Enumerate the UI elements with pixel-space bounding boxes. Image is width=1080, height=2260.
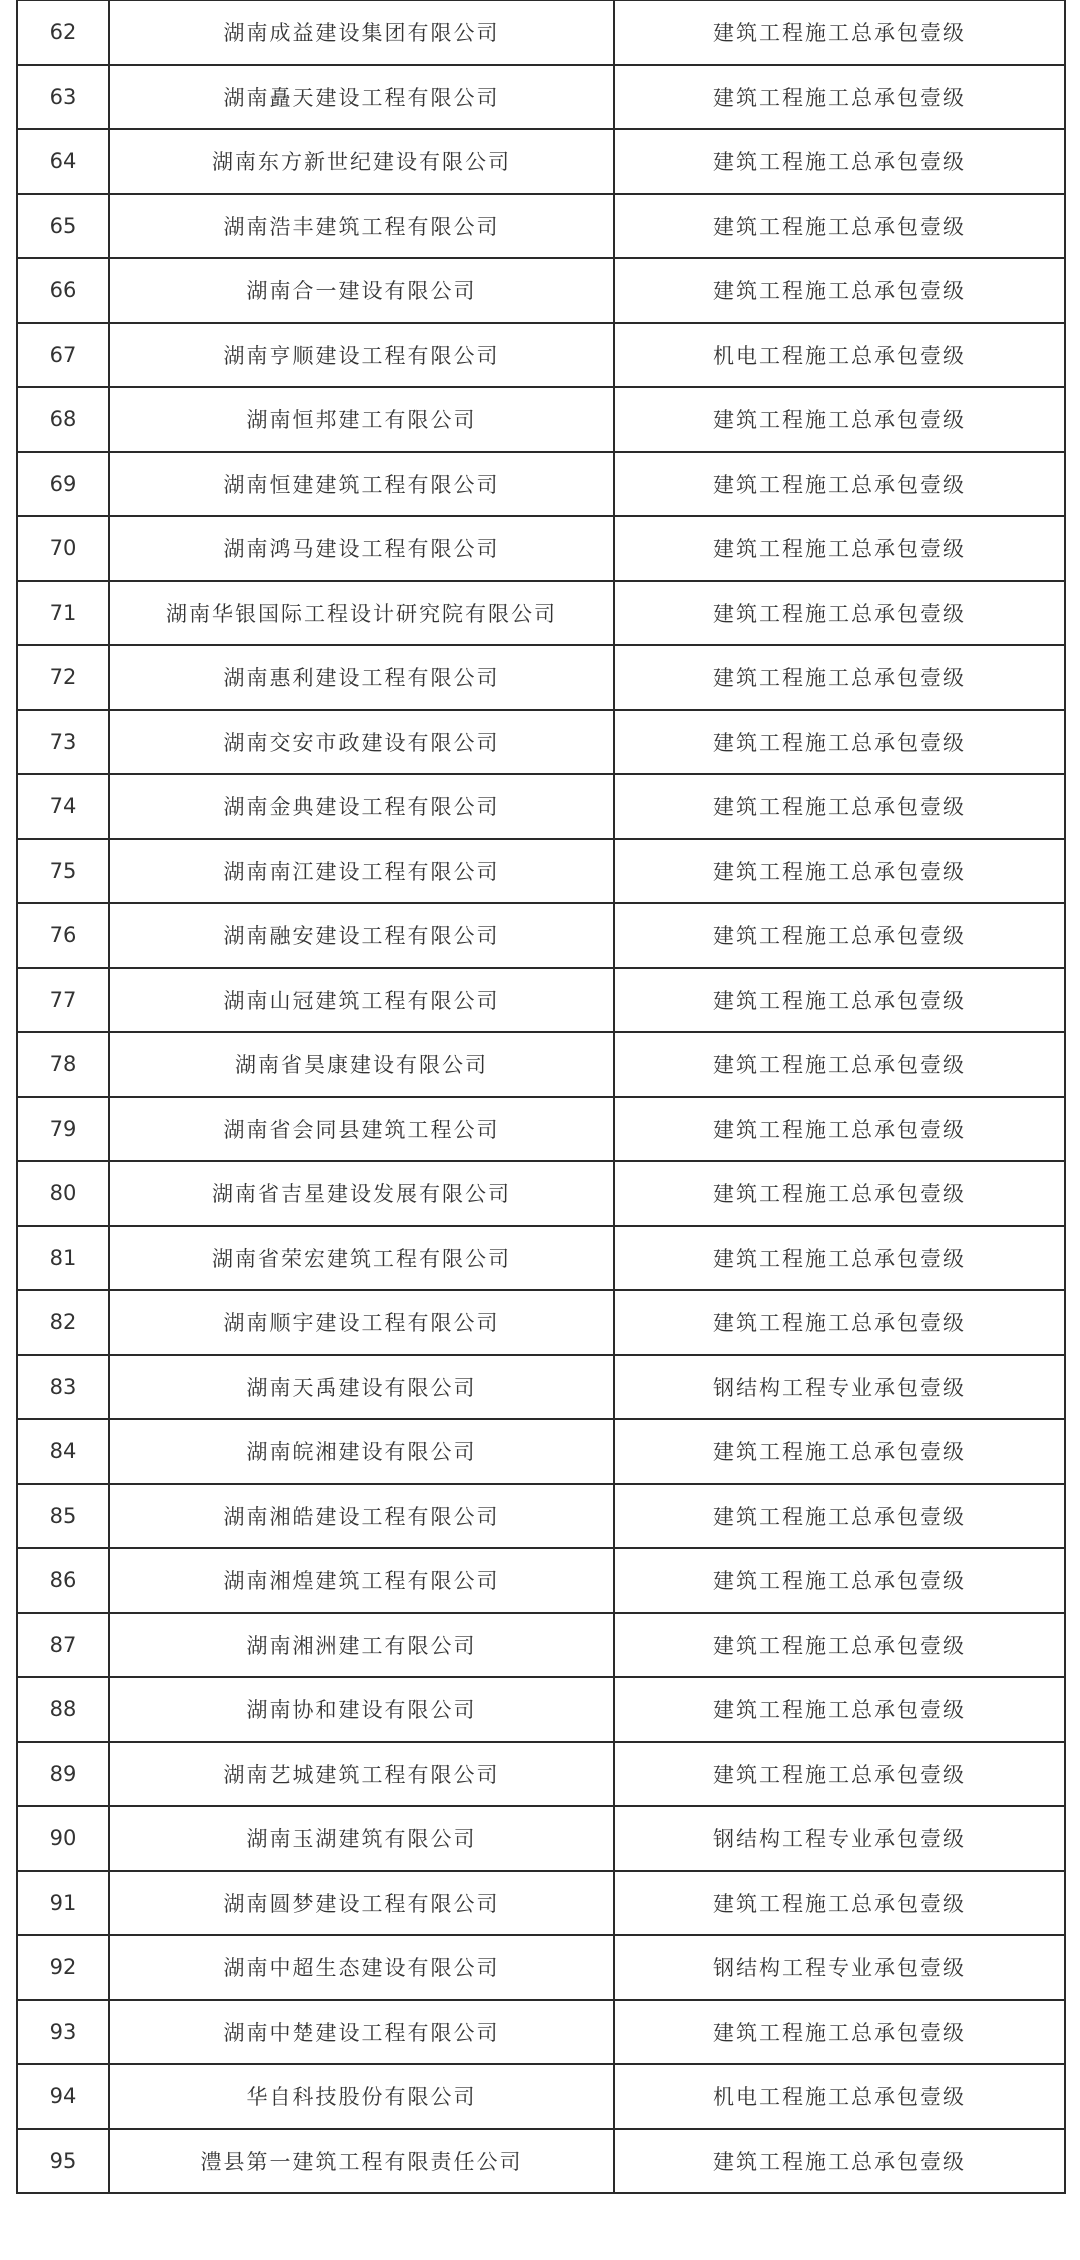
row-number-cell: 89 <box>17 1742 109 1807</box>
table-row <box>17 387 1065 452</box>
qualification-cell: 建筑工程施工总承包壹级 <box>614 1742 1065 1807</box>
company-name-cell: 湖南恒建建筑工程有限公司 <box>109 452 614 517</box>
table-row <box>17 1613 1065 1678</box>
company-name-cell: 湖南交安市政建设有限公司 <box>109 710 614 775</box>
qualification-cell: 建筑工程施工总承包壹级 <box>614 1613 1065 1678</box>
row-number-cell: 92 <box>17 1935 109 2000</box>
row-number-cell: 80 <box>17 1161 109 1226</box>
row-number-cell: 66 <box>17 258 109 323</box>
row-number-cell: 81 <box>17 1226 109 1291</box>
row-number-cell: 79 <box>17 1097 109 1162</box>
table-row <box>17 323 1065 388</box>
company-name-cell: 湖南艺城建筑工程有限公司 <box>109 1742 614 1807</box>
table-row <box>17 65 1065 130</box>
company-name-cell: 湖南金典建设工程有限公司 <box>109 774 614 839</box>
qualification-cell: 机电工程施工总承包壹级 <box>614 2064 1065 2129</box>
row-number-cell: 91 <box>17 1871 109 1936</box>
qualification-cell: 机电工程施工总承包壹级 <box>614 323 1065 388</box>
qualification-cell: 钢结构工程专业承包壹级 <box>614 1355 1065 1420</box>
company-name-cell: 澧县第一建筑工程有限责任公司 <box>109 2129 614 2194</box>
company-name-cell: 湖南圆梦建设工程有限公司 <box>109 1871 614 1936</box>
row-number-cell: 85 <box>17 1484 109 1549</box>
qualification-cell: 建筑工程施工总承包壹级 <box>614 1677 1065 1742</box>
table-row <box>17 194 1065 259</box>
company-name-cell: 湖南湘洲建工有限公司 <box>109 1613 614 1678</box>
row-number-cell: 63 <box>17 65 109 130</box>
table-row <box>17 258 1065 323</box>
row-number-cell: 94 <box>17 2064 109 2129</box>
row-number-cell: 95 <box>17 2129 109 2194</box>
qualification-cell: 建筑工程施工总承包壹级 <box>614 903 1065 968</box>
row-number-cell: 84 <box>17 1419 109 1484</box>
qualification-cell: 建筑工程施工总承包壹级 <box>614 968 1065 1033</box>
row-number-cell: 90 <box>17 1806 109 1871</box>
row-number-cell: 77 <box>17 968 109 1033</box>
table-row <box>17 2129 1065 2194</box>
table-row <box>17 968 1065 1033</box>
row-number-cell: 65 <box>17 194 109 259</box>
table-row <box>17 1484 1065 1549</box>
table-row <box>17 129 1065 194</box>
company-name-cell: 湖南顺宇建设工程有限公司 <box>109 1290 614 1355</box>
table-row <box>17 839 1065 904</box>
company-name-cell: 湖南省吉星建设发展有限公司 <box>109 1161 614 1226</box>
company-name-cell: 华自科技股份有限公司 <box>109 2064 614 2129</box>
company-name-cell: 湖南成益建设集团有限公司 <box>109 0 614 65</box>
row-number-cell: 71 <box>17 581 109 646</box>
qualification-cell: 建筑工程施工总承包壹级 <box>614 1161 1065 1226</box>
table-row <box>17 774 1065 839</box>
table-row <box>17 1290 1065 1355</box>
company-name-cell: 湖南中超生态建设有限公司 <box>109 1935 614 2000</box>
table-row <box>17 516 1065 581</box>
qualification-cell: 钢结构工程专业承包壹级 <box>614 1806 1065 1871</box>
company-name-cell: 湖南恒邦建工有限公司 <box>109 387 614 452</box>
row-number-cell: 87 <box>17 1613 109 1678</box>
table-row <box>17 645 1065 710</box>
company-name-cell: 湖南省昊康建设有限公司 <box>109 1032 614 1097</box>
table-row <box>17 903 1065 968</box>
table-row <box>17 2064 1065 2129</box>
qualification-cell: 建筑工程施工总承包壹级 <box>614 2129 1065 2194</box>
qualification-cell: 建筑工程施工总承包壹级 <box>614 387 1065 452</box>
row-number-cell: 88 <box>17 1677 109 1742</box>
company-name-cell: 湖南玉湖建筑有限公司 <box>109 1806 614 1871</box>
row-number-cell: 62 <box>17 0 109 65</box>
company-name-cell: 湖南南江建设工程有限公司 <box>109 839 614 904</box>
company-name-cell: 湖南协和建设有限公司 <box>109 1677 614 1742</box>
company-name-cell: 湖南合一建设有限公司 <box>109 258 614 323</box>
qualification-cell: 建筑工程施工总承包壹级 <box>614 1484 1065 1549</box>
table-row <box>17 1419 1065 1484</box>
table-row <box>17 1032 1065 1097</box>
company-name-cell: 湖南皖湘建设有限公司 <box>109 1419 614 1484</box>
table-row <box>17 1355 1065 1420</box>
qualification-cell: 建筑工程施工总承包壹级 <box>614 258 1065 323</box>
qualification-cell: 建筑工程施工总承包壹级 <box>614 0 1065 65</box>
company-name-cell: 湖南融安建设工程有限公司 <box>109 903 614 968</box>
company-name-cell: 湖南湘皓建设工程有限公司 <box>109 1484 614 1549</box>
qualification-cell: 建筑工程施工总承包壹级 <box>614 1097 1065 1162</box>
qualification-cell: 建筑工程施工总承包壹级 <box>614 710 1065 775</box>
table-row <box>17 2000 1065 2065</box>
qualification-cell: 建筑工程施工总承包壹级 <box>614 645 1065 710</box>
qualification-cell: 建筑工程施工总承包壹级 <box>614 2000 1065 2065</box>
table-body <box>17 0 1065 2193</box>
row-number-cell: 75 <box>17 839 109 904</box>
row-number-cell: 68 <box>17 387 109 452</box>
table-row <box>17 0 1065 65</box>
row-number-cell: 74 <box>17 774 109 839</box>
company-name-cell: 湖南山冠建筑工程有限公司 <box>109 968 614 1033</box>
qualification-cell: 钢结构工程专业承包壹级 <box>614 1935 1065 2000</box>
row-number-cell: 70 <box>17 516 109 581</box>
table-row <box>17 1742 1065 1807</box>
qualification-cell: 建筑工程施工总承包壹级 <box>614 1419 1065 1484</box>
company-name-cell: 湖南华银国际工程设计研究院有限公司 <box>109 581 614 646</box>
qualification-cell: 建筑工程施工总承包壹级 <box>614 1871 1065 1936</box>
table-row <box>17 710 1065 775</box>
company-name-cell: 湖南东方新世纪建设有限公司 <box>109 129 614 194</box>
qualification-cell: 建筑工程施工总承包壹级 <box>614 774 1065 839</box>
table-row <box>17 1806 1065 1871</box>
table-row <box>17 1226 1065 1291</box>
table-row <box>17 452 1065 517</box>
qualification-cell: 建筑工程施工总承包壹级 <box>614 1290 1065 1355</box>
company-name-cell: 湖南亨顺建设工程有限公司 <box>109 323 614 388</box>
qualification-cell: 建筑工程施工总承包壹级 <box>614 1226 1065 1291</box>
table-row <box>17 1161 1065 1226</box>
company-name-cell: 湖南湘煌建筑工程有限公司 <box>109 1548 614 1613</box>
qualification-cell: 建筑工程施工总承包壹级 <box>614 516 1065 581</box>
row-number-cell: 86 <box>17 1548 109 1613</box>
table-row <box>17 1097 1065 1162</box>
data-table <box>16 0 1066 2194</box>
row-number-cell: 67 <box>17 323 109 388</box>
row-number-cell: 83 <box>17 1355 109 1420</box>
row-number-cell: 73 <box>17 710 109 775</box>
company-name-cell: 湖南浩丰建筑工程有限公司 <box>109 194 614 259</box>
company-name-cell: 湖南省会同县建筑工程公司 <box>109 1097 614 1162</box>
qualification-cell: 建筑工程施工总承包壹级 <box>614 194 1065 259</box>
qualification-cell: 建筑工程施工总承包壹级 <box>614 452 1065 517</box>
table-row <box>17 1548 1065 1613</box>
company-name-cell: 湖南矗天建设工程有限公司 <box>109 65 614 130</box>
qualification-cell: 建筑工程施工总承包壹级 <box>614 839 1065 904</box>
row-number-cell: 64 <box>17 129 109 194</box>
table-row <box>17 1677 1065 1742</box>
row-number-cell: 69 <box>17 452 109 517</box>
row-number-cell: 72 <box>17 645 109 710</box>
row-number-cell: 78 <box>17 1032 109 1097</box>
qualification-cell: 建筑工程施工总承包壹级 <box>614 581 1065 646</box>
company-qualification-table <box>16 0 1064 2194</box>
qualification-cell: 建筑工程施工总承包壹级 <box>614 1548 1065 1613</box>
qualification-cell: 建筑工程施工总承包壹级 <box>614 65 1065 130</box>
row-number-cell: 82 <box>17 1290 109 1355</box>
qualification-cell: 建筑工程施工总承包壹级 <box>614 1032 1065 1097</box>
company-name-cell: 湖南省荣宏建筑工程有限公司 <box>109 1226 614 1291</box>
row-number-cell: 93 <box>17 2000 109 2065</box>
table-row <box>17 581 1065 646</box>
row-number-cell: 76 <box>17 903 109 968</box>
table-row <box>17 1935 1065 2000</box>
table-row <box>17 1871 1065 1936</box>
company-name-cell: 湖南惠利建设工程有限公司 <box>109 645 614 710</box>
company-name-cell: 湖南天禹建设有限公司 <box>109 1355 614 1420</box>
company-name-cell: 湖南中楚建设工程有限公司 <box>109 2000 614 2065</box>
company-name-cell: 湖南鸿马建设工程有限公司 <box>109 516 614 581</box>
qualification-cell: 建筑工程施工总承包壹级 <box>614 129 1065 194</box>
